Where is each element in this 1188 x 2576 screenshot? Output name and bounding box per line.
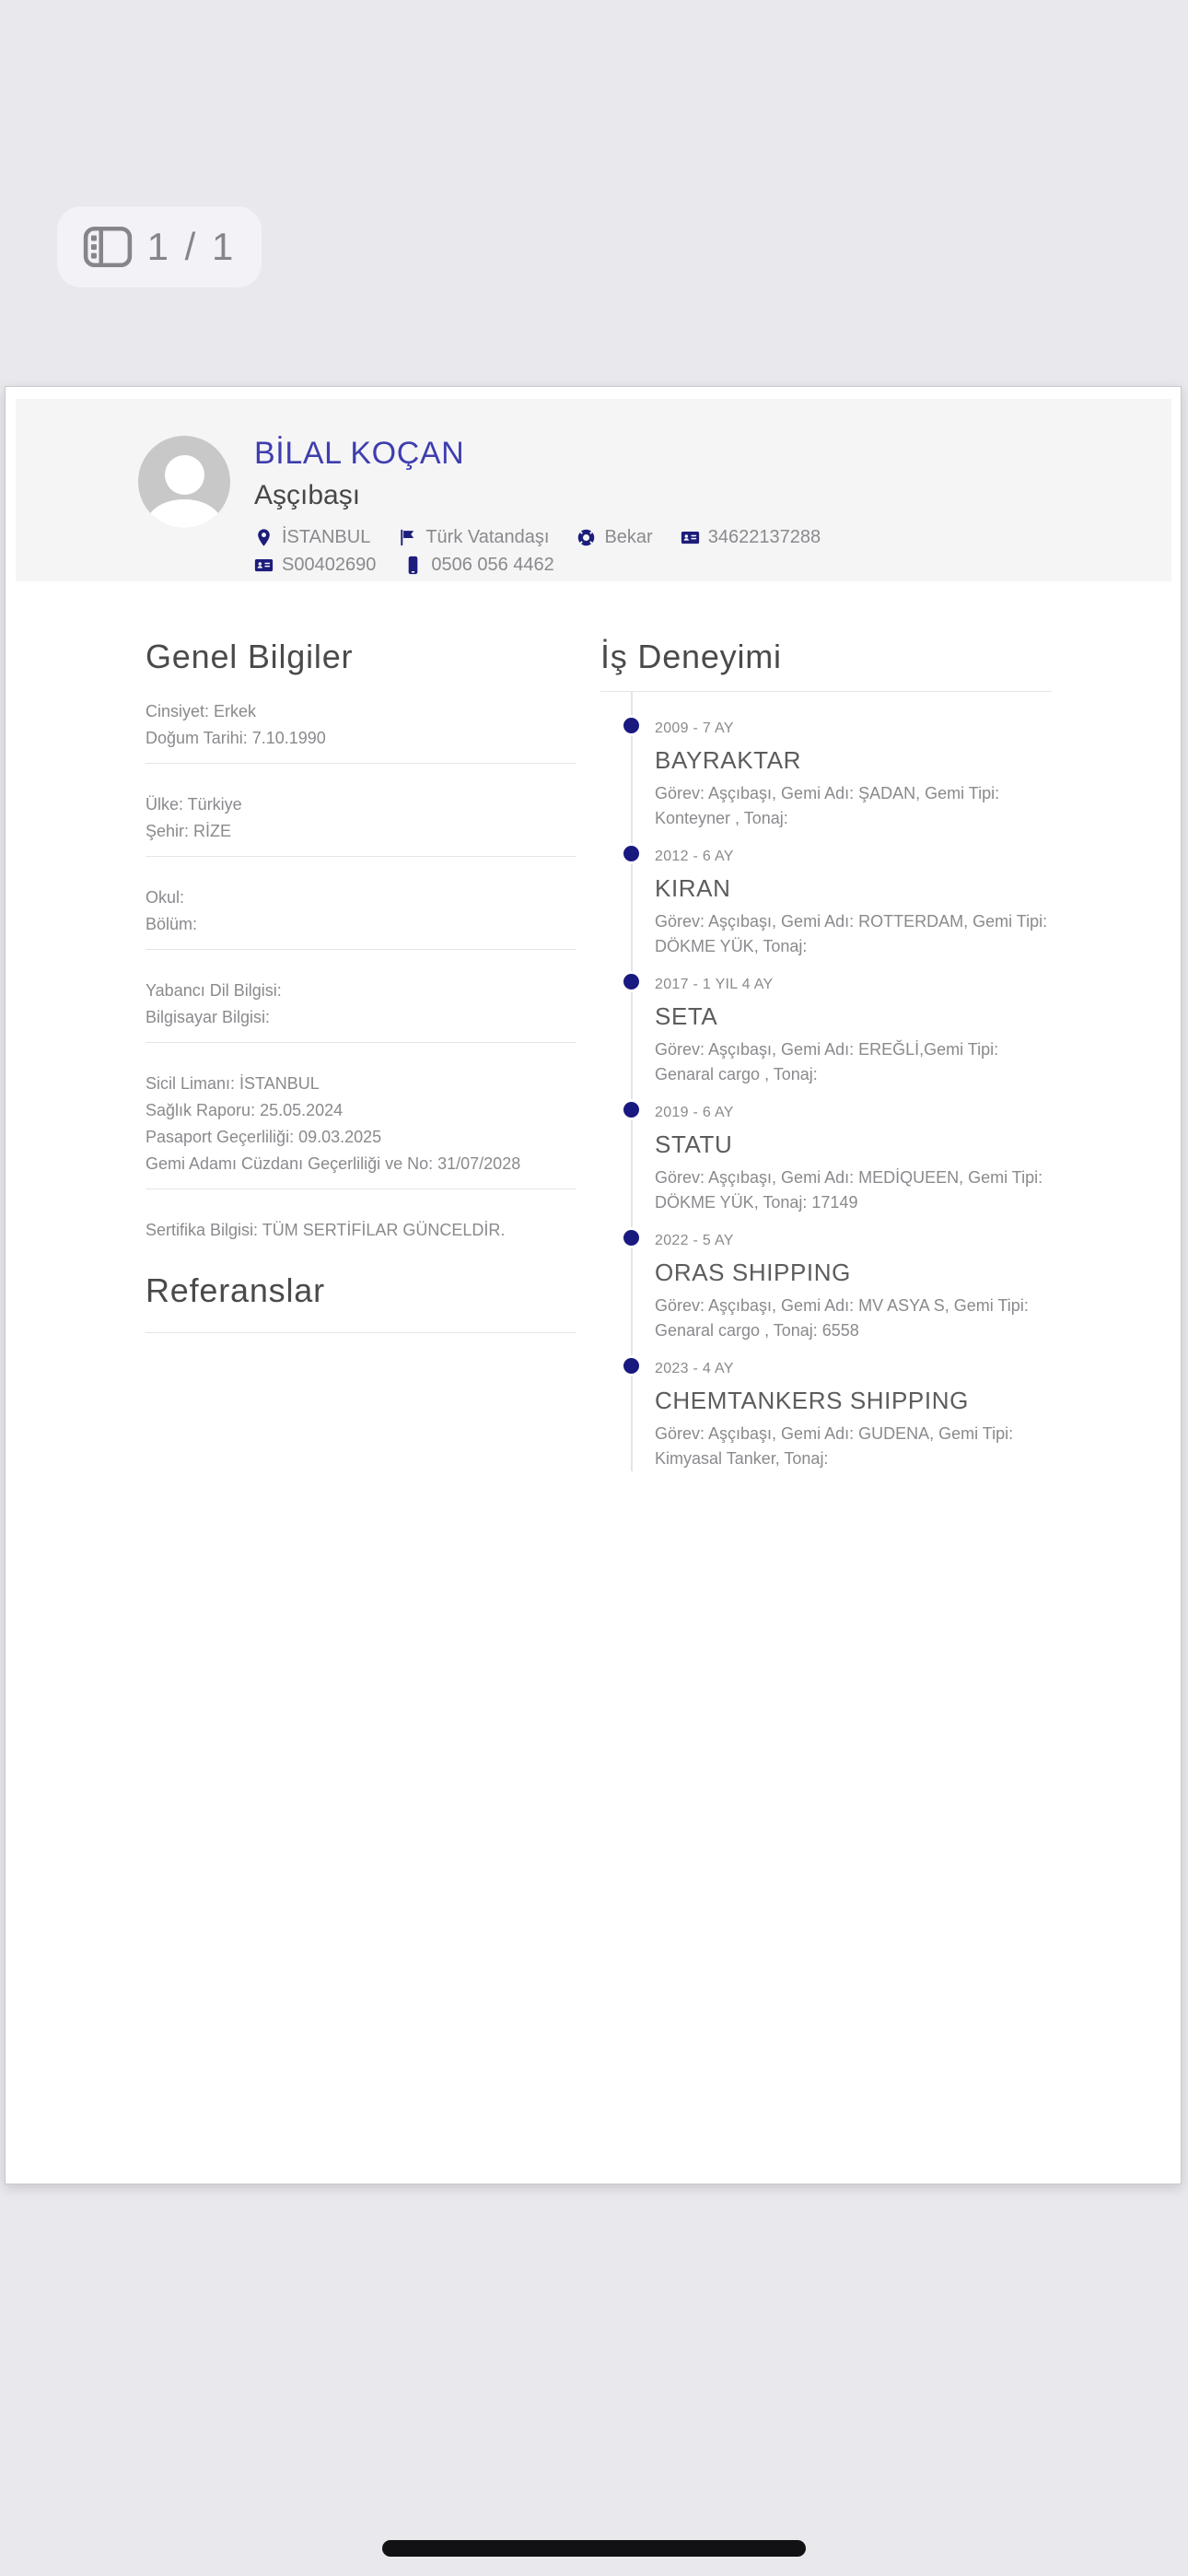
experience-timeline [631, 692, 1052, 1471]
page-thumbnails-icon [83, 226, 133, 268]
info-field: Bölüm: [146, 915, 198, 933]
contact-info-item [398, 527, 549, 548]
lifebuoy-icon [577, 528, 596, 547]
contact-info-item [681, 527, 821, 548]
experience-entry [631, 1232, 1052, 1343]
id-card-icon [681, 528, 700, 547]
contact-info-item [577, 527, 652, 548]
general-info-heading: Genel Bilgiler [146, 638, 354, 675]
timeline-dot-icon [623, 1358, 639, 1374]
divider [146, 1332, 577, 1333]
document-page[interactable] [5, 386, 1182, 2184]
contact-info-label: 0506 056 4462 [431, 555, 554, 575]
info-field-group [146, 1071, 577, 1189]
info-field: Ülke: Türkiye [146, 795, 242, 814]
contact-info-label: Bekar [604, 527, 653, 547]
contact-info-item [254, 527, 370, 548]
info-field: Yabancı Dil Bilgisi: [146, 981, 282, 1000]
experience-details: Görev: Aşçıbaşı, Gemi Adı: MV ASYA S, Gemi Tipi: Genaral cargo , Tonaj: 6558 [655, 1296, 1029, 1340]
info-field-group [146, 791, 577, 857]
references-heading: Referanslar [146, 1271, 325, 1309]
experience-entry [631, 976, 1052, 1087]
mobile-phone-icon [403, 556, 423, 575]
info-field: Okul: [146, 888, 185, 907]
location-pin-icon [254, 528, 274, 547]
experience-period: 2012 - 6 AY [655, 849, 734, 864]
experience-details: Görev: Aşçıbaşı, Gemi Adı: EREĞLİ,Gemi Tipi: Genaral cargo , Tonaj: [655, 1040, 999, 1083]
contact-info-label: Türk Vatandaşı [425, 527, 550, 547]
timeline-dot-icon [623, 974, 639, 989]
experience-company: KIRAN [655, 874, 731, 902]
experience-company: BAYRAKTAR [655, 746, 802, 774]
general-info-section [146, 638, 577, 1333]
info-field: Sertifika Bilgisi: TÜM SERTİFİLAR GÜNCELDİR. [146, 1221, 506, 1239]
home-indicator[interactable] [382, 2540, 806, 2557]
timeline-dot-icon [623, 1230, 639, 1246]
experience-details: Görev: Aşçıbaşı, Gemi Adı: ŞADAN, Gemi Tipi: Konteyner , Tonaj: [655, 784, 1000, 827]
general-info-fields [146, 698, 577, 1255]
contact-info-label: İSTANBUL [282, 527, 371, 547]
info-field: Cinsiyet: Erkek [146, 702, 257, 720]
info-field: Sicil Limanı: İSTANBUL [146, 1074, 320, 1093]
info-field: Gemi Adamı Cüzdanı Geçerliliği ve No: 31/07/2028 [146, 1154, 521, 1173]
info-field-group [146, 698, 577, 764]
info-field: Pasaport Geçerliliği: 09.03.2025 [146, 1128, 382, 1146]
info-field: Bilgisayar Bilgisi: [146, 1008, 271, 1026]
info-field-group [146, 884, 577, 950]
contact-info-row [254, 555, 821, 576]
contact-info-item [403, 555, 553, 576]
experience-entry [631, 720, 1052, 831]
info-field: Şehir: RİZE [146, 822, 232, 840]
page-indicator-label: 1 / 1 [146, 225, 237, 268]
contact-info-label: S00402690 [282, 555, 377, 575]
id-card-icon [254, 556, 274, 575]
info-field: Doğum Tarihi: 7.10.1990 [146, 729, 326, 747]
experience-details: Görev: Aşçıbaşı, Gemi Adı: GUDENA, Gemi Tipi: Kimyasal Tanker, Tonaj: [655, 1424, 1014, 1468]
experience-company: ORAS SHIPPING [655, 1259, 851, 1286]
page-indicator-button[interactable] [57, 206, 262, 287]
info-field-group [146, 1217, 577, 1255]
info-field: Sağlık Raporu: 25.05.2024 [146, 1101, 344, 1119]
experience-period: 2022 - 5 AY [655, 1233, 734, 1248]
cv-header [16, 399, 1171, 581]
experience-details: Görev: Aşçıbaşı, Gemi Adı: ROTTERDAM, Gemi Tipi: DÖKME YÜK, Tonaj: [655, 912, 1048, 955]
timeline-dot-icon [623, 718, 639, 733]
experience-period: 2009 - 7 AY [655, 720, 734, 736]
experience-section [600, 638, 1052, 1475]
info-field-group [146, 978, 577, 1043]
avatar [138, 436, 230, 528]
experience-company: STATU [655, 1130, 733, 1158]
person-job-title: Aşçıbaşı [254, 480, 361, 510]
contact-info-item [254, 555, 376, 576]
experience-entry [631, 848, 1052, 959]
experience-entry [631, 1360, 1052, 1471]
experience-company: SETA [655, 1002, 718, 1030]
experience-company: CHEMTANKERS SHIPPING [655, 1387, 969, 1414]
contact-info-row [254, 527, 821, 548]
flag-icon [398, 528, 417, 547]
timeline-dot-icon [623, 1102, 639, 1118]
experience-period: 2019 - 6 AY [655, 1105, 734, 1120]
experience-heading: İş Deneyimi [600, 638, 782, 675]
contact-info-label: 34622137288 [707, 527, 821, 547]
experience-period: 2017 - 1 YIL 4 AY [655, 977, 774, 992]
experience-details: Görev: Aşçıbaşı, Gemi Adı: MEDİQUEEN, Gemi Tipi: DÖKME YÜK, Tonaj: 17149 [655, 1168, 1043, 1212]
experience-period: 2023 - 4 AY [655, 1361, 734, 1376]
person-name: BİLAL KOÇAN [254, 436, 465, 471]
timeline-dot-icon [623, 846, 639, 861]
experience-entry [631, 1104, 1052, 1215]
